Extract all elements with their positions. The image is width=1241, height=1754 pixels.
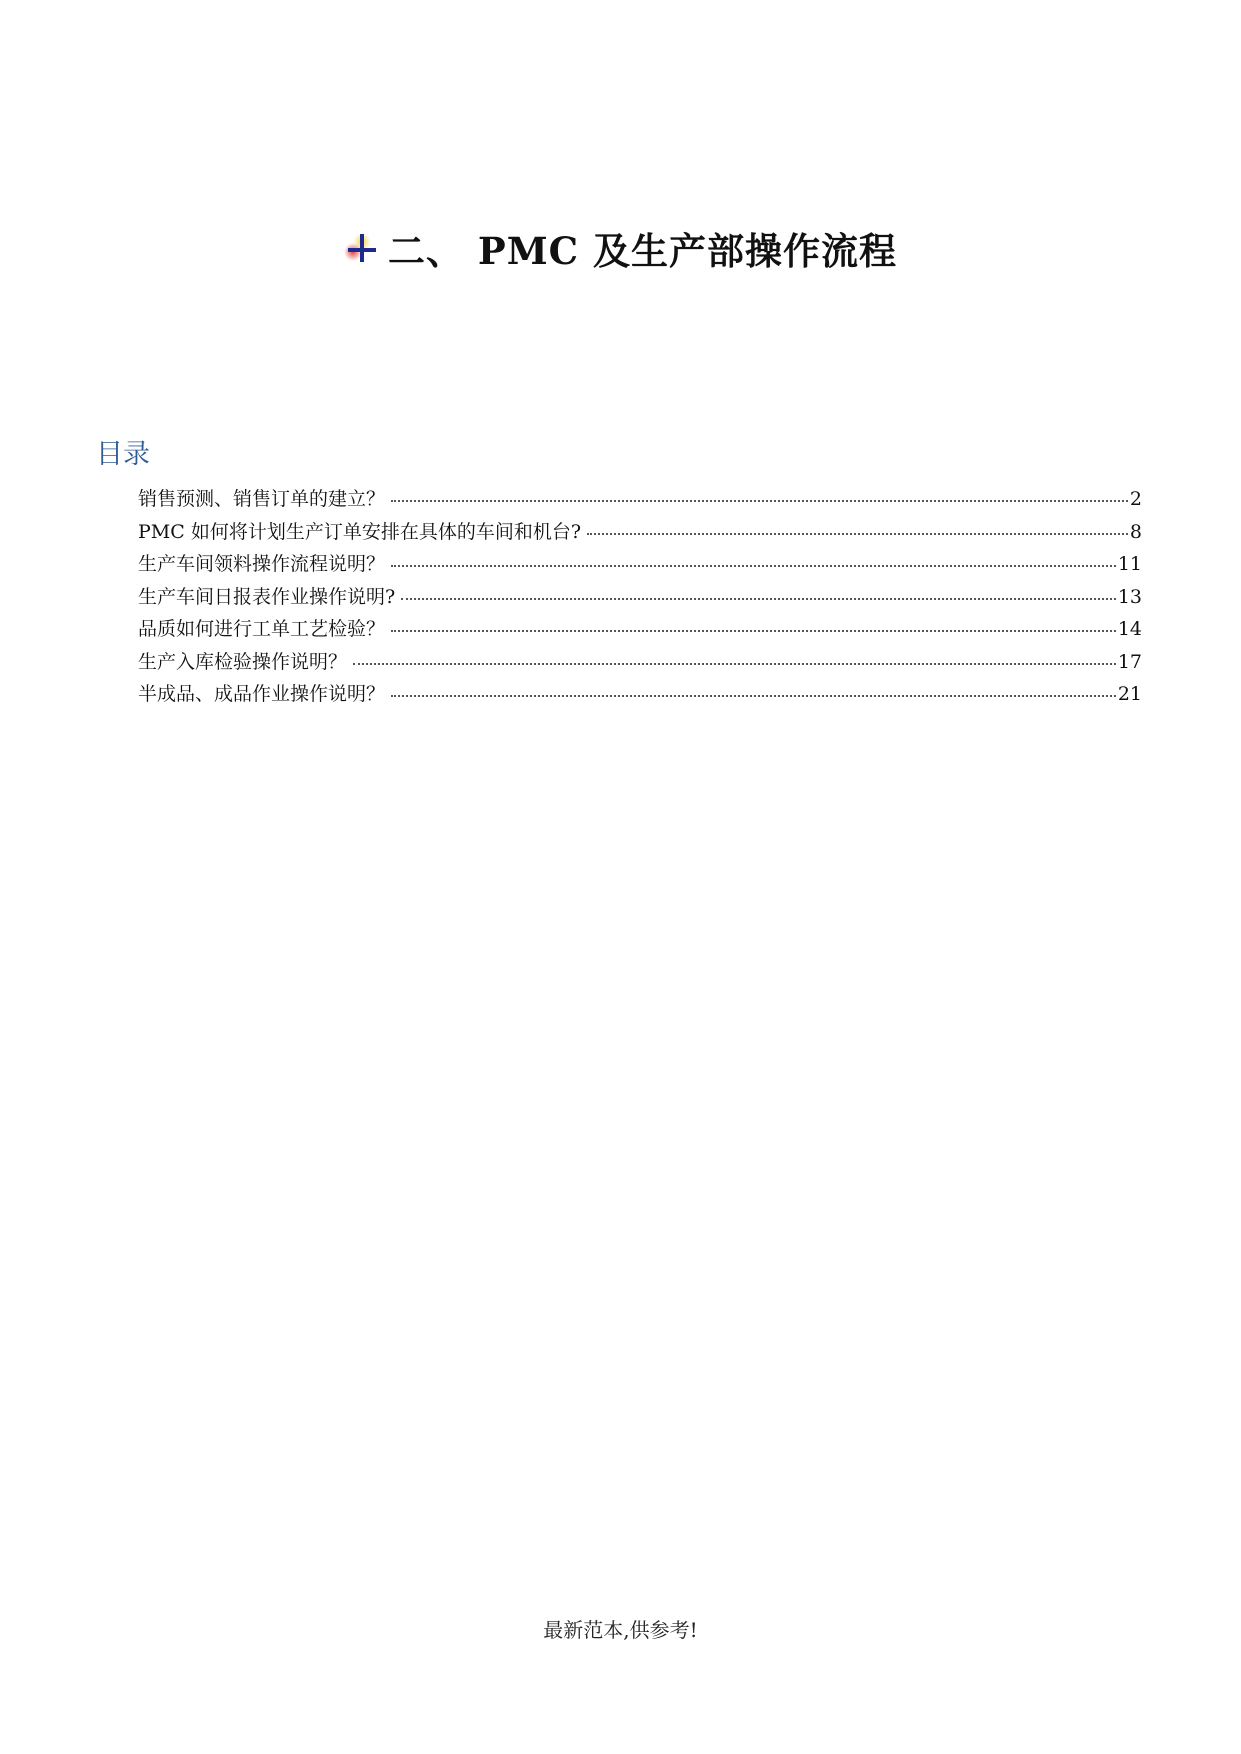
toc-entry[interactable] (138, 647, 1142, 680)
toc-leader-dots (587, 533, 1128, 535)
toc-leader-dots (391, 500, 1128, 502)
toc-leader-dots (391, 630, 1116, 632)
toc-entry-label: 半成品、成品作业操作说明？ (138, 683, 386, 705)
toc-entry-label: 生产入库检验操作说明？ (138, 650, 348, 673)
cross-bullet-icon (344, 230, 380, 266)
toc-entry[interactable] (138, 614, 1142, 647)
toc-entry-page: 2 (1129, 488, 1142, 510)
toc-entry-page: 11 (1117, 553, 1142, 575)
toc-entry[interactable] (138, 484, 1142, 517)
toc-leader-dots (391, 565, 1116, 567)
page-footer: 最新范本,供参考! (543, 1618, 698, 1642)
toc-entry[interactable] (138, 582, 1142, 615)
toc-entry-page: 17 (1117, 650, 1142, 673)
toc-leader-dots (401, 598, 1116, 600)
toc-leader-dots (353, 663, 1116, 665)
toc-entry[interactable] (138, 679, 1142, 712)
toc-entry-page: 21 (1117, 683, 1142, 705)
toc-entry-page: 13 (1117, 585, 1142, 608)
toc-entry[interactable] (138, 549, 1142, 582)
document-title: 二、 PMC 及生产部操作流程 (388, 229, 897, 273)
toc-entry-label: 生产车间日报表作业操作说明? (138, 585, 396, 608)
toc-entry-label: 品质如何进行工单工艺检验？ (138, 618, 386, 640)
toc-entry-label: PMC 如何将计划生产订单安排在具体的车间和机台? (138, 520, 582, 543)
toc-entry-page: 14 (1117, 618, 1142, 640)
toc-entry-label: 生产车间领料操作流程说明？ (138, 553, 386, 575)
toc-entry-label: 销售预测、销售订单的建立？ (138, 488, 386, 510)
toc-entry[interactable] (138, 517, 1142, 550)
document-heading (0, 218, 1241, 278)
toc-title: 目录 (96, 439, 150, 470)
toc-entry-page: 8 (1129, 520, 1142, 543)
toc-list (138, 484, 1142, 712)
toc-leader-dots (391, 695, 1116, 697)
